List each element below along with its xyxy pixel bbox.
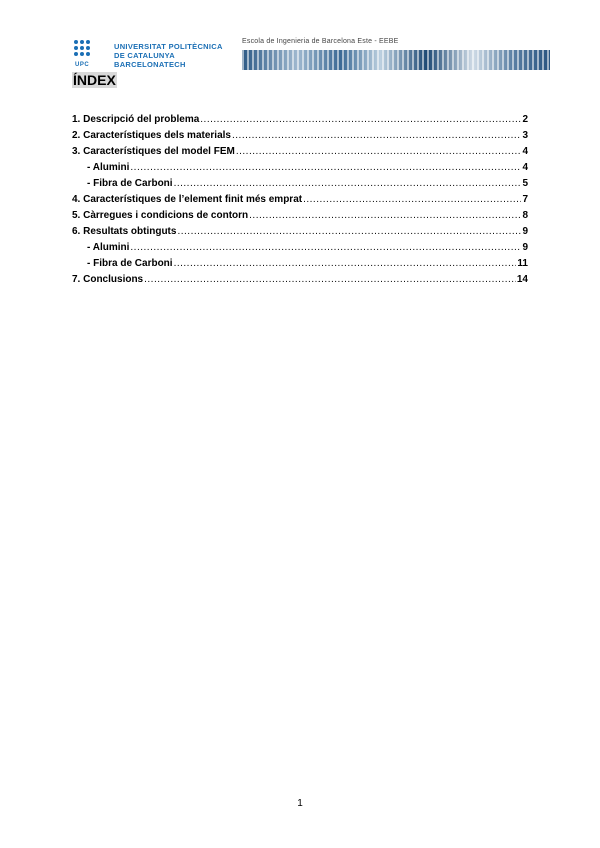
- toc-entry-label: - Alumini: [87, 162, 130, 173]
- toc-entry-label: 5. Càrregues i condicions de contorn: [72, 210, 249, 221]
- toc-entry[interactable]: [72, 272, 528, 288]
- toc-entry-label: - Fibra de Carboni: [87, 258, 173, 269]
- toc-entry-page: 5: [522, 178, 528, 189]
- toc-entry-label: 3. Característiques del model FEM: [72, 146, 235, 157]
- toc-entry[interactable]: [72, 176, 528, 192]
- toc-entry-label: 7. Conclusions: [72, 274, 144, 285]
- toc-entry-page: 3: [522, 130, 528, 141]
- toc-entry[interactable]: [72, 160, 528, 176]
- toc-entry-page: 4: [522, 162, 528, 173]
- toc-entry-page: 8: [522, 210, 528, 221]
- toc-entry-label: 2. Característiques dels materials: [72, 130, 231, 141]
- toc-entry[interactable]: [72, 128, 528, 144]
- table-of-contents: [72, 112, 528, 288]
- toc-entry[interactable]: [72, 192, 528, 208]
- dot-leader: [236, 144, 522, 160]
- dot-leader: [232, 128, 521, 144]
- toc-entry-page: 11: [517, 258, 528, 269]
- toc-entry[interactable]: [72, 224, 528, 240]
- toc-entry-label: - Fibra de Carboni: [87, 178, 173, 189]
- dot-leader: [303, 192, 521, 208]
- toc-entry[interactable]: [72, 256, 528, 272]
- toc-entry-page: 4: [522, 146, 528, 157]
- toc-entry-page: 9: [522, 226, 528, 237]
- university-name: UNIVERSITAT POLITÈCNICA DE CATALUNYA BARCELONATECH: [114, 42, 223, 69]
- toc-entry-label: 4. Característiques de l’element finit més emprat: [72, 194, 303, 205]
- toc-entry-label: - Alumini: [87, 242, 130, 253]
- upc-logo: [72, 40, 106, 70]
- dot-leader: [130, 240, 521, 256]
- dot-leader: [144, 272, 516, 288]
- logo-abbreviation: UPC: [75, 62, 90, 68]
- dot-leader: [130, 160, 521, 176]
- school-name: Escola de Ingenieria de Barcelona Este - EEBE: [242, 38, 399, 45]
- toc-entry-page: 2: [522, 114, 528, 125]
- toc-entry-page: 14: [516, 274, 528, 285]
- dot-leader: [177, 224, 521, 240]
- toc-entry-page: 7: [522, 194, 528, 205]
- toc-entry[interactable]: [72, 144, 528, 160]
- page-header: [72, 36, 552, 76]
- dot-leader: [200, 112, 521, 128]
- toc-entry[interactable]: [72, 240, 528, 256]
- toc-entry-page: 9: [522, 242, 528, 253]
- toc-entry-label: 6. Resultats obtinguts: [72, 226, 177, 237]
- dot-leader: [249, 208, 521, 224]
- page-title: ÍNDEX: [73, 72, 116, 88]
- dot-leader: [174, 176, 522, 192]
- toc-entry-label: 1. Descripció del problema: [72, 114, 200, 125]
- header-banner-image: [242, 50, 550, 70]
- toc-entry[interactable]: [72, 208, 528, 224]
- dot-leader: [174, 256, 517, 272]
- page-number: 1: [297, 798, 303, 809]
- toc-entry[interactable]: [72, 112, 528, 128]
